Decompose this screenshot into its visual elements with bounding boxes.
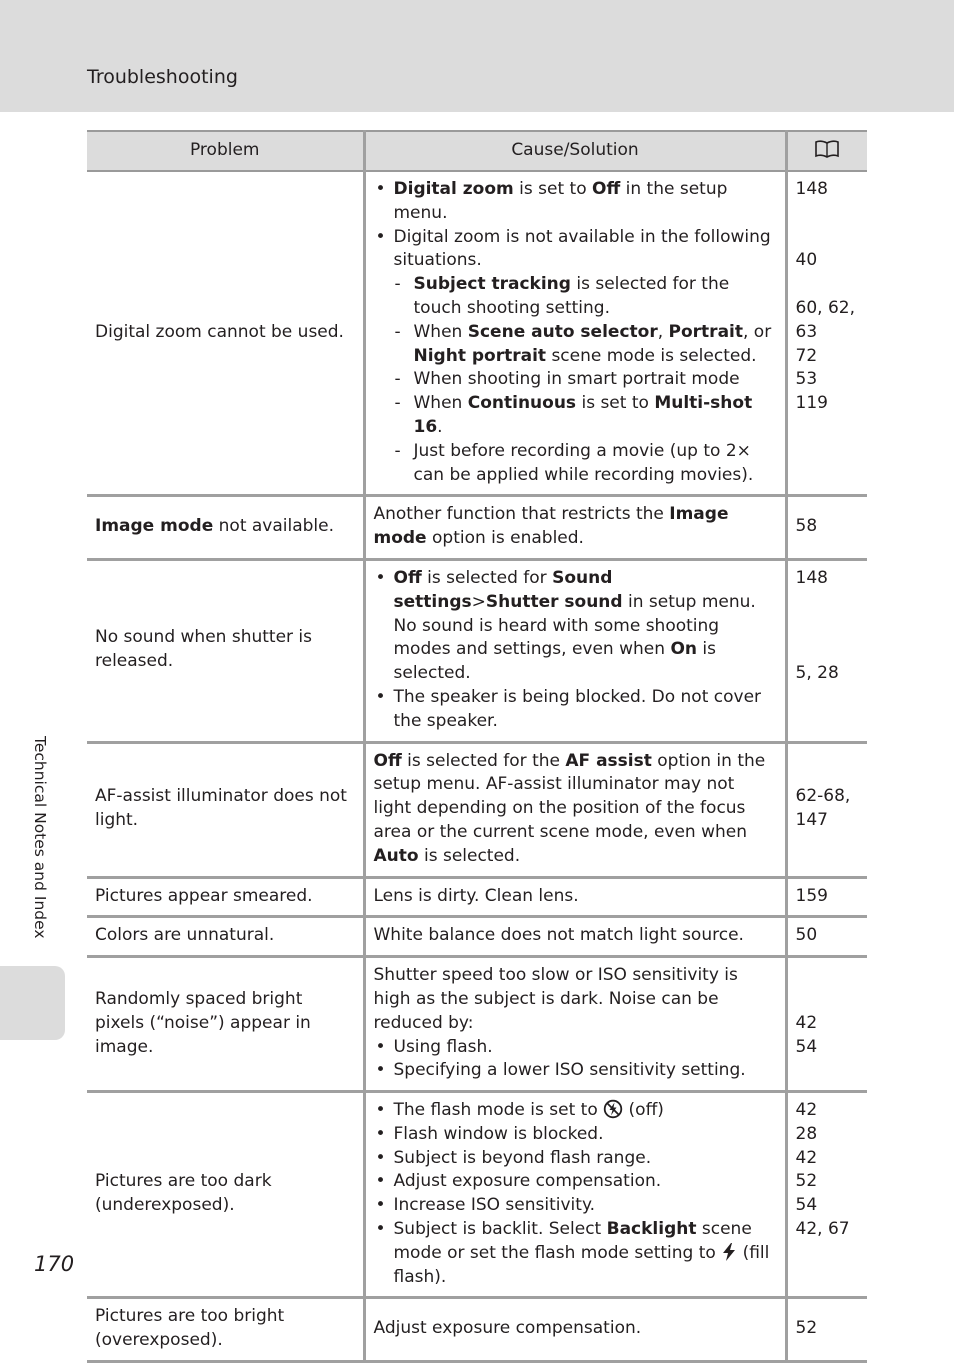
table-row [87,1298,867,1362]
page-ref: 5, 28 [795,663,839,684]
reference-cell: 159 [786,877,867,917]
problem-cell: Randomly spaced bright pixels (“noise”) appear in image. [87,957,364,1092]
solution-cell: Lens is dirty. Clean lens. [364,877,786,917]
list-item: • Increase ISO sensitivity. [374,1194,777,1218]
page-ref: 52 [795,1171,818,1192]
table-row [87,917,867,957]
list-item: • Digital zoom is not available in the following situations. - Subject tracking is selected for the touch shooting setting. - When Scene auto selector, Portrait, or Night portrait scene mode is selected. - When shooting in smart portrait mode - When Continuous is set to Multi-shot 16. - Just before recording a movie (up to 2× can be applied while recording movies). [374,226,777,488]
solution-cell [364,171,786,496]
reference-cell: 58 [786,496,867,560]
header-reference [786,131,867,171]
page-ref: 147 [795,810,828,831]
section-title: Troubleshooting [87,66,238,88]
page-ref: 42 [795,1012,818,1033]
solution-cell: Another function that restricts the Image mode option is enabled. [364,496,786,560]
problem-cell: No sound when shutter is released. [87,559,364,742]
problem-cell: Image mode not available. [87,496,364,560]
table-row [87,496,867,560]
table-row [87,742,867,877]
flash-off-icon [603,1099,623,1119]
header-band [0,0,954,112]
table-row [87,559,867,742]
list-item: • Specifying a lower ISO sensitivity setting. [374,1059,777,1083]
sub-list-item: - When shooting in smart portrait mode [394,368,777,392]
troubleshooting-table [87,130,867,1363]
problem-cell: Digital zoom cannot be used. [87,171,364,496]
sub-list-item: - When Continuous is set to Multi-shot 16. [394,392,777,440]
header-cause-solution: Cause/Solution [364,131,786,171]
list-item: • Subject is backlit. Select Backlight scene mode or set the flash mode setting to (fill flash). [374,1218,777,1289]
page-number: 170 [34,1252,75,1276]
table-header-row [87,131,867,171]
problem-cell: AF-assist illuminator does not light. [87,742,364,877]
side-section-label: Technical Notes and Index [31,736,49,939]
sub-list-item: - Subject tracking is selected for the touch shooting setting. [394,273,777,321]
sub-list-item: - Just before recording a movie (up to 2× can be applied while recording movies). [394,440,777,488]
reference-cell: 50 [786,917,867,957]
page-ref: 53 [795,369,818,390]
reference-cell [786,1092,867,1298]
list-item: • Adjust exposure compensation. [374,1170,777,1194]
list-item: • Subject is beyond flash range. [374,1147,777,1171]
problem-cell: Pictures are too bright (overexposed). [87,1298,364,1362]
page-ref: 62-68, [795,786,851,807]
fill-flash-icon [721,1242,737,1262]
problem-cell: Colors are unnatural. [87,917,364,957]
sub-list-item: - When Scene auto selector, Portrait, or Night portrait scene mode is selected. [394,321,777,369]
reference-cell [786,171,867,496]
table-row [87,171,867,496]
page-ref: 42, 67 [795,1219,850,1240]
list-item: • The speaker is being blocked. Do not cover the speaker. [374,686,777,734]
problem-cell: Pictures are too dark (underexposed). [87,1092,364,1298]
page-ref: 42 [795,1100,818,1121]
list-item: • Using flash. [374,1036,777,1060]
solution-cell: Off is selected for the AF assist option in the setup menu. AF-assist illuminator may not light depending on the position of the focus area or the current scene mode, even when Auto is selected. [364,742,786,877]
solution-cell: Adjust exposure compensation. [364,1298,786,1362]
table-row [87,957,867,1092]
page-ref: 119 [795,393,828,414]
solution-cell [364,1092,786,1298]
page-ref: 148 [795,179,828,199]
page-ref: 60, 62, [795,297,855,318]
page-ref: 72 [795,345,818,366]
page-ref: 42 [795,1147,818,1168]
table-row [87,877,867,917]
table-row [87,1092,867,1298]
header-problem: Problem [87,131,364,171]
page-ref: 40 [795,250,818,271]
page-ref: 54 [795,1195,818,1216]
reference-cell [786,559,867,742]
list-item: • Digital zoom is set to Off in the setup menu. [374,178,777,226]
page-ref: 148 [795,567,828,588]
list-item: • Off is selected for Sound settings>Shutter sound in setup menu. No sound is heard with some shooting modes and settings, even when On is selected. [374,567,777,686]
problem-cell: Pictures appear smeared. [87,877,364,917]
reference-cell [786,742,867,877]
list-item: • The flash mode is set to (off) [374,1099,777,1123]
page-ref: 28 [795,1123,818,1144]
book-icon [814,140,840,158]
side-tab [0,966,65,1040]
page-ref: 54 [795,1036,818,1057]
page-ref: 63 [795,321,818,342]
solution-cell: White balance does not match light source. [364,917,786,957]
reference-cell [786,957,867,1092]
list-item: • Flash window is blocked. [374,1123,777,1147]
solution-cell: Shutter speed too slow or ISO sensitivity is high as the subject is dark. Noise can be reduced by: • Using flash. • Specifying a lower ISO sensitivity setting. [364,957,786,1092]
reference-cell: 52 [786,1298,867,1362]
solution-cell [364,559,786,742]
